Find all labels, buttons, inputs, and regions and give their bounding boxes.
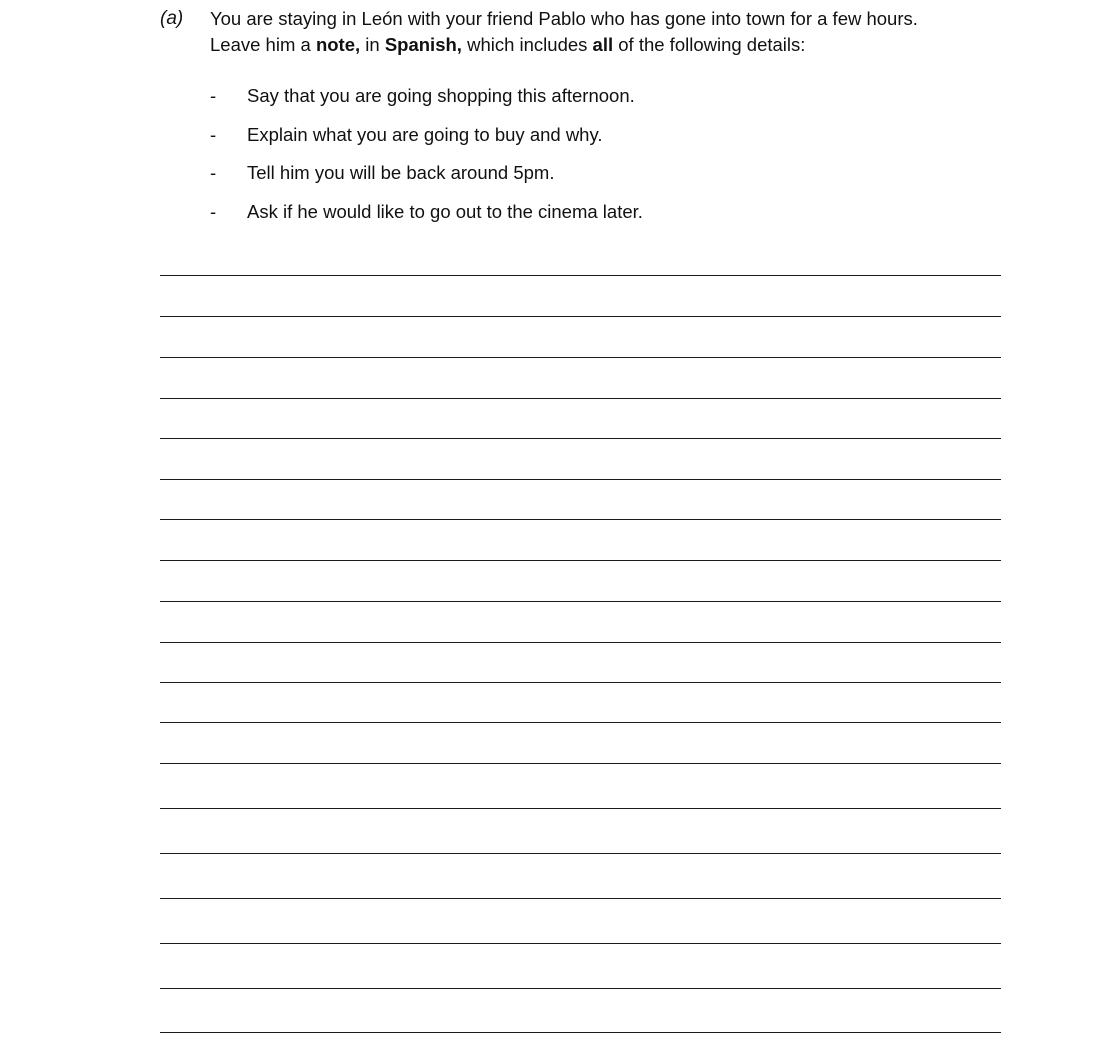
dash-marker: -	[210, 85, 217, 106]
answer-line[interactable]	[160, 853, 1001, 854]
answer-line[interactable]	[160, 398, 1001, 399]
answer-line[interactable]	[160, 560, 1001, 561]
list-item-text: Explain what you are going to buy and why.	[247, 123, 603, 145]
answer-line[interactable]	[160, 943, 1001, 944]
answer-line[interactable]	[160, 479, 1001, 480]
answer-line[interactable]	[160, 316, 1001, 317]
answer-line[interactable]	[160, 808, 1001, 809]
question-label: (a)	[160, 8, 184, 29]
answer-line[interactable]	[160, 642, 1001, 643]
answer-line[interactable]	[160, 275, 1001, 276]
dash-marker: -	[210, 162, 217, 184]
answer-line[interactable]	[160, 988, 1001, 989]
question-intro	[210, 6, 1070, 58]
dash-marker: -	[210, 201, 217, 223]
list-item-text: Say that you are going shopping this afternoon.	[247, 85, 635, 106]
answer-line[interactable]	[160, 722, 1001, 723]
dash-marker: -	[210, 123, 217, 145]
list-item-text: Ask if he would like to go out to the cinema later.	[247, 201, 643, 223]
list-item-text: Tell him you will be back around 5pm.	[247, 162, 555, 184]
answer-line[interactable]	[160, 763, 1001, 764]
answer-line[interactable]	[160, 438, 1001, 439]
answer-line[interactable]	[160, 682, 1001, 683]
answer-line[interactable]	[160, 898, 1001, 899]
answer-line[interactable]	[160, 519, 1001, 520]
answer-line[interactable]	[160, 601, 1001, 602]
intro-line-1: You are staying in León with your friend Pablo who has gone into town for a few hours.	[210, 8, 918, 29]
intro-line-2: Leave him a note, in Spanish, which includes all of the following details:	[210, 34, 806, 55]
answer-line[interactable]	[160, 1032, 1001, 1033]
answer-line[interactable]	[160, 357, 1001, 358]
